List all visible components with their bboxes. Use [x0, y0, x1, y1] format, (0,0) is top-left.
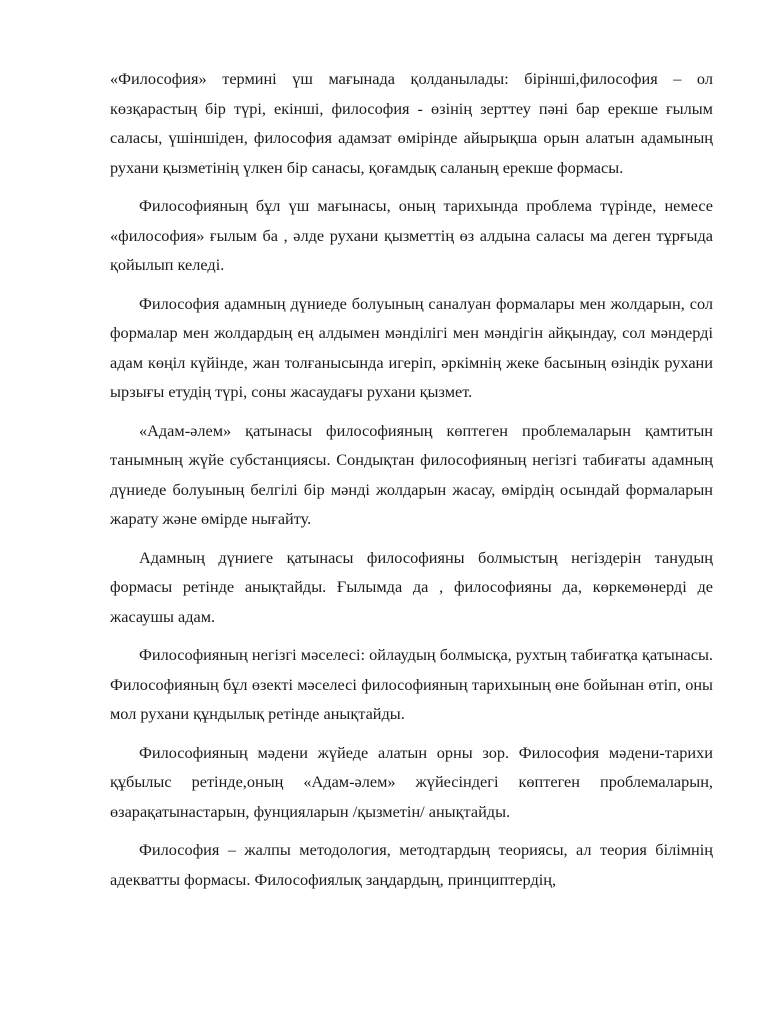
document-body [110, 64, 713, 903]
paragraph-1: «Философия» термині үш мағынада қолданылады: бірінші,философия – ол көзқарастың бір түрі, екінші, философия - өзінің зерттеу пәні бар ерекше ғылым саласы, үшіншіден, философия адамзат өмірінде айырықша орын алатын адамының рухани қызметінің үлкен бір санасы, қоғамдық саланың ерекше формасы. [110, 69, 713, 177]
paragraph-3: Философия адамның дүниеде болуының саналуан формалары мен жолдарын, сол формалар мен жолдардың ең алдымен мәнділігі мен мәндігін айқындау, сол мәндерді адам көңіл күйінде, жан толғанысында игеріп, әркімнің жеке басының өзіндік рухани ырзығы етудің түрі, соны жасаудағы рухани қызмет. [110, 293, 713, 401]
paragraph-5: Адамның дүниеге қатынасы философияны болмыстың негіздерін танудың формасы ретінде анықтайды. Ғылымда да , философияны да, көркемөнерді де жасаушы адам. [110, 547, 713, 626]
paragraph-2: Философияның бұл үш мағынасы, оның тарихында проблема түрінде, немесе «философия» ғылым ба , әлде рухани қызметтің өз алдына саласы ма деген тұрғыда қойылып келеді. [110, 196, 713, 274]
paragraph-4: «Адам-әлем» қатынасы философияның көптеген проблемаларын қамтитын танымның жүйе субстанциясы. Сондықтан философияның негізгі табиғаты адамның дүниеде болуының белгілі бір мәнді жолдарын жасау, өмірдің осындай формаларын жарату және өмірде нығайту. [110, 420, 713, 528]
paragraph-6: Философияның негізгі мәселесі: ойлаудың болмысқа, рухтың табиғатқа қатынасы. Философияның бұл өзекті мәселесі философияның тарихының өне бойынан өтіп, оны мол рухани құндылық ретінде анықтайды. [110, 645, 713, 723]
paragraph-7: Философияның мәдени жүйеде алатын орны зор. Философия мәдени-тарихи құбылыс ретінде,оның «Адам-әлем» жүйесіндегі көптеген проблемаларын, өзарақатынастарын, фунцияларын /қызметін/ анықтайды. [110, 742, 713, 821]
paragraph-8: Философия – жалпы методология, методтардың теориясы, ал теория білімнің адекватты формасы. Философиялық заңдардың, принциптердің, [110, 840, 713, 889]
